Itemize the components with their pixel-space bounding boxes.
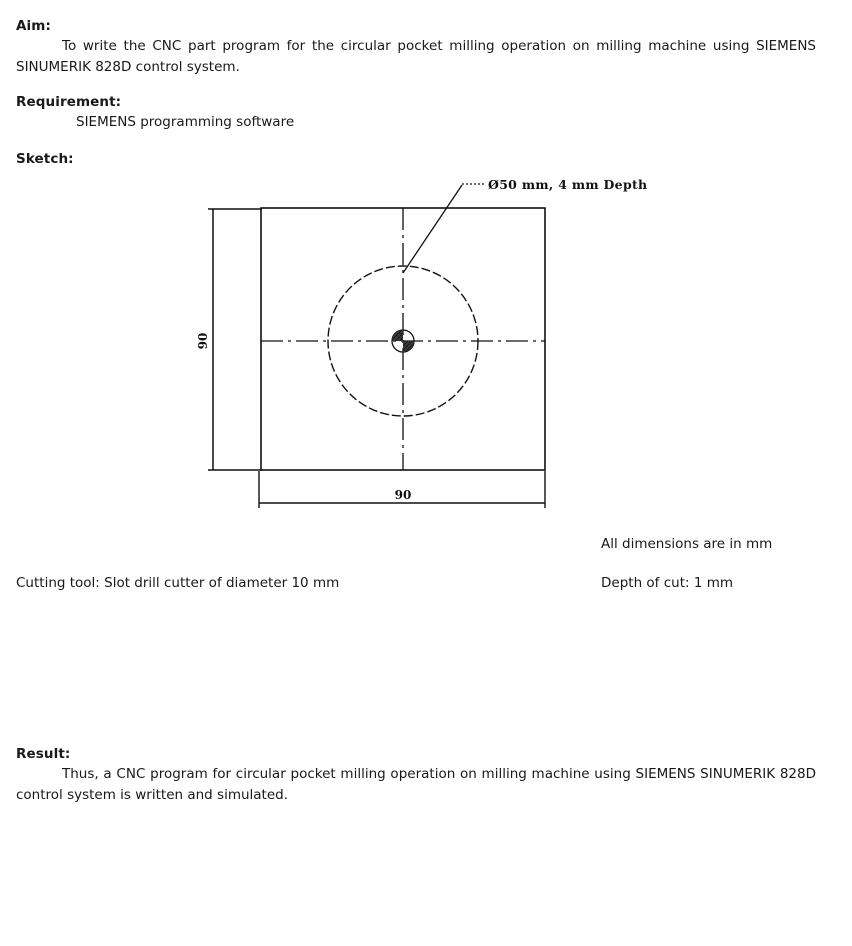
- dimension-width-label: 90: [394, 488, 412, 502]
- all-dimensions-note: All dimensions are in mm: [601, 536, 773, 552]
- sketch-drawing: [190, 168, 660, 518]
- result-heading: Result:: [16, 746, 71, 762]
- aim-heading: Aim:: [16, 18, 51, 34]
- aim-paragraph: To write the CNC part program for the circular pocket milling operation on milling machine using SIEMENS SINUMERIK 828D control system.: [16, 38, 816, 75]
- requirement-heading: Requirement:: [16, 94, 122, 110]
- dimension-height-label: 90: [196, 332, 210, 350]
- depth-of-cut-note: Depth of cut: 1 mm: [601, 575, 734, 591]
- cutting-tool-note: Cutting tool: Slot drill cutter of diameter 10 mm: [16, 575, 340, 591]
- result-paragraph: Thus, a CNC program for circular pocket milling operation on milling machine using SIEMENS SINUMERIK 828D control system is written and simulated.: [16, 766, 816, 803]
- requirement-text: SIEMENS programming software: [76, 114, 295, 130]
- sketch-heading: Sketch:: [16, 151, 74, 167]
- pocket-callout-label: Ø50 mm, 4 mm Depth: [488, 177, 648, 192]
